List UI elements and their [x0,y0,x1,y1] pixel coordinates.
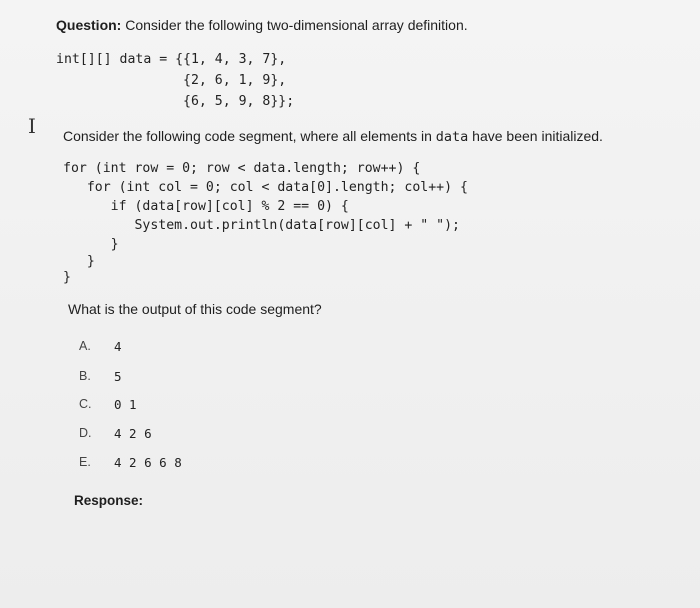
option-letter: C. [79,397,92,411]
option-letter: A. [79,339,91,353]
array-line-1: int[][] data = {{1, 4, 3, 7}, [56,52,287,67]
code-line-2: for (int col = 0; col < data[0].length; col++) { [63,180,468,195]
question-text [56,17,468,33]
code-line-6: } [63,254,95,269]
option-letter: E. [79,455,91,469]
option-value: 5 [114,369,122,384]
code-line-3: if (data[row][col] % 2 == 0) { [63,199,349,214]
code-line-5: } [63,237,119,252]
option-letter: B. [79,369,91,383]
code-line-1: for (int row = 0; row < data.length; row++) { [63,161,421,176]
intro-text: Consider the following code segment, where all elements in data have been initialized. [63,128,603,145]
array-line-2: {2, 6, 1, 9}, [56,73,287,88]
option-value: 4 [114,339,122,354]
question-body: Consider the following two-dimensional array definition. [121,17,468,33]
option-value: 4 2 6 6 8 [114,455,182,470]
prompt-text: What is the output of this code segment? [68,301,322,317]
question-label: Question: [56,17,122,33]
option-value: 0 1 [114,397,137,412]
array-line-3: {6, 5, 9, 8}}; [56,94,295,109]
code-line-4: System.out.println(data[row][col] + " "); [63,218,460,233]
response-label: Response: [74,493,144,508]
option-letter: D. [79,426,92,440]
code-line-7: } [63,270,71,285]
text-cursor-icon: I [28,114,36,138]
data-inline-code: data [435,129,469,145]
option-value: 4 2 6 [114,426,152,441]
